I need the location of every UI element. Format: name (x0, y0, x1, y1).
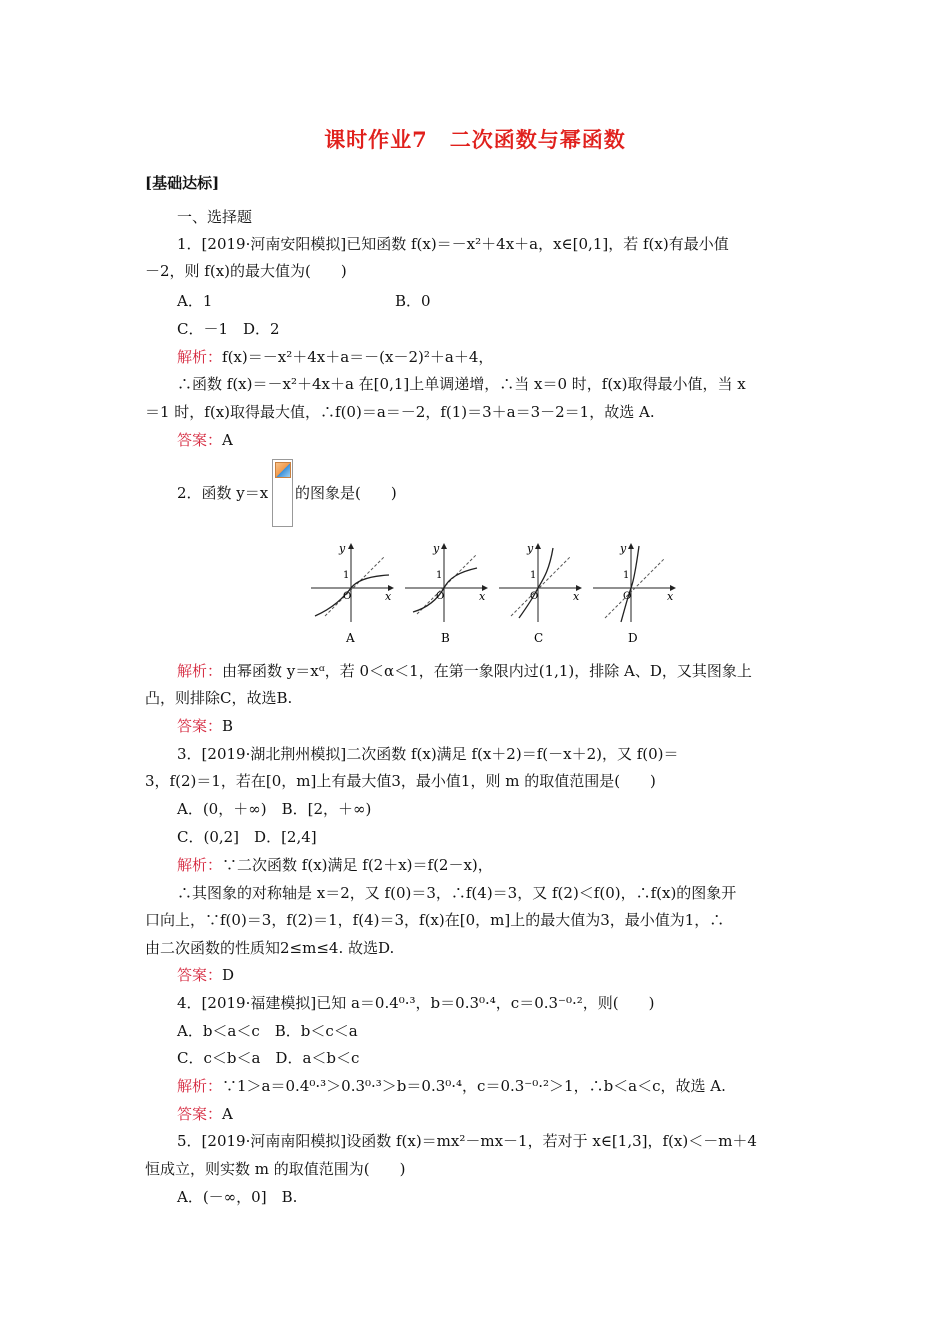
q3-stem-line2: 3，f(2)＝1，若在[0，m]上有最大值3，最小值1，则 m 的取值范围是( ) (145, 772, 656, 790)
image-icon (275, 462, 291, 478)
q3-solution-line1 (177, 855, 493, 875)
q2-solution-text: 由幂函数 y＝xᵅ，若 0＜α＜1，在第一象限内过(1,1)，排除 A、D，又其图象上 (222, 662, 752, 680)
graph-c-origin: O (530, 591, 539, 602)
solution-label: 解析： (177, 348, 223, 366)
q5-stem-line2: 恒成立，则实数 m 的取值范围为( ) (145, 1160, 406, 1178)
q3-answer (177, 965, 234, 985)
q1-answer-value: A (222, 431, 233, 449)
q4-solution-text: ∵1＞a＝0.4⁰·³＞0.3⁰·³＞b＝0.3⁰·⁴，c＝0.3⁻⁰·²＞1，∴b＜a＜c，故选 A. (222, 1077, 726, 1095)
graph-d-x-label: x (667, 590, 674, 603)
q1-solution-line2: ∴函数 f(x)＝－x²＋4x＋a 在[0,1]上单调递增，∴当 x＝0 时，f(x)取得最小值，当 x (177, 375, 746, 393)
q2-solution-line2: 凸，则排除C，故选B. (145, 689, 293, 707)
graph-a-x-label: x (385, 590, 392, 603)
q3-solution-line2: ∴其图象的对称轴是 x＝2，又 f(0)＝3，∴f(4)＝3，又 f(2)＜f(0)，∴f(x)的图象开 (177, 884, 737, 902)
page-title: 课时作业7 二次函数与幂函数 (324, 127, 626, 152)
answer-label: 答案： (177, 1105, 223, 1123)
graph-d-label: D (628, 631, 638, 645)
graph-c-label: C (534, 631, 544, 645)
graph-a-tick: 1 (343, 570, 350, 581)
q5-stem-line1: 5．[2019·河南南阳模拟]设函数 f(x)＝mx²－mx－1，若对于 x∈[1,3]，f(x)＜－m＋4 (177, 1132, 757, 1150)
graph-b-y-label: y (433, 542, 440, 555)
graph-c-tick: 1 (530, 570, 537, 581)
q3-answer-value: D (222, 966, 235, 984)
solution-label: 解析： (177, 662, 223, 680)
graph-options-svg (305, 538, 685, 650)
q1-solution-text: f(x)＝－x²＋4x＋a＝－(x－2)²＋a＋4， (222, 348, 494, 366)
q1-solution-line3: ＝1 时，f(x)取得最大值，∴f(0)＝a＝－2，f(1)＝3＋a＝3－2＝1，故选 A. (145, 403, 655, 421)
answer-label: 答案： (177, 717, 223, 735)
q5-option-ab: A．(－∞，0] B. (177, 1188, 298, 1206)
part-heading: 一、选择题 (177, 208, 253, 226)
q4-answer (177, 1104, 233, 1124)
graph-a (311, 542, 393, 645)
q2-stem-part2: 的图象是( ) (295, 484, 397, 502)
broken-image-placeholder (272, 459, 293, 527)
q1-option-cd: C．－1 D．2 (177, 320, 280, 338)
graph-c-x-label: x (573, 590, 580, 603)
graph-a-y-label: y (339, 542, 346, 555)
q1-option-b: B．0 (395, 292, 431, 310)
graph-b-tick: 1 (436, 570, 443, 581)
graph-d-y-label: y (620, 542, 627, 555)
section-heading: [基础达标] (145, 174, 220, 192)
q4-option-ab: A．b＜a＜c B．b＜c＜a (177, 1022, 358, 1040)
q1-answer (177, 430, 233, 450)
q2-solution-line1 (177, 661, 752, 681)
q2-answer-value: B (222, 717, 234, 735)
answer-label: 答案： (177, 966, 223, 984)
graph-d (593, 542, 675, 645)
q4-answer-value: A (222, 1105, 233, 1123)
q1-solution-line1 (177, 347, 493, 367)
q1-stem-line2: －2，则 f(x)的最大值为( ) (145, 262, 347, 280)
graph-b-x-label: x (479, 590, 486, 603)
graph-a-origin: O (343, 591, 352, 602)
graph-d-tick: 1 (623, 570, 630, 581)
q2-answer (177, 716, 233, 736)
q2-graph-options (305, 538, 685, 650)
graph-a-label: A (346, 631, 355, 645)
q4-stem: 4．[2019·福建模拟]已知 a＝0.4⁰·³，b＝0.3⁰·⁴，c＝0.3⁻⁰·²，则( ) (177, 994, 655, 1012)
graph-b-label: B (441, 631, 450, 645)
q3-option-ab: A．(0，＋∞) B．[2，＋∞) (177, 800, 372, 818)
q3-option-cd: C．(0,2] D．[2,4] (177, 828, 317, 846)
graph-d-origin: O (623, 591, 632, 602)
q1-option-a: A．1 (177, 292, 213, 310)
q3-solution-line4: 由二次函数的性质知2≤m≤4. 故选D. (145, 939, 395, 957)
solution-label: 解析： (177, 1077, 223, 1095)
graph-c (499, 542, 581, 645)
graph-c-y-label: y (527, 542, 534, 555)
graph-b-origin: O (436, 591, 445, 602)
q1-stem-line1: 1．[2019·河南安阳模拟]已知函数 f(x)＝－x²＋4x＋a，x∈[0,1]，若 f(x)有最小值 (177, 235, 729, 253)
solution-label: 解析： (177, 856, 223, 874)
q4-option-cd: C．c＜b＜a D．a＜b＜c (177, 1049, 360, 1067)
q3-solution-text: ∵二次函数 f(x)满足 f(2＋x)＝f(2－x)， (222, 856, 493, 874)
graph-b (405, 542, 487, 645)
q2-stem-part1: 2．函数 y＝x (177, 484, 269, 502)
answer-label: 答案： (177, 431, 223, 449)
q3-stem-line1: 3．[2019·湖北荆州模拟]二次函数 f(x)满足 f(x＋2)＝f(－x＋2)，又 f(0)＝ (177, 745, 679, 763)
q4-solution-line1 (177, 1076, 726, 1096)
q3-solution-line3: 口向上，∵f(0)＝3，f(2)＝1，f(4)＝3，f(x)在[0，m]上的最大值为3，最小值为1，∴ (145, 911, 725, 929)
